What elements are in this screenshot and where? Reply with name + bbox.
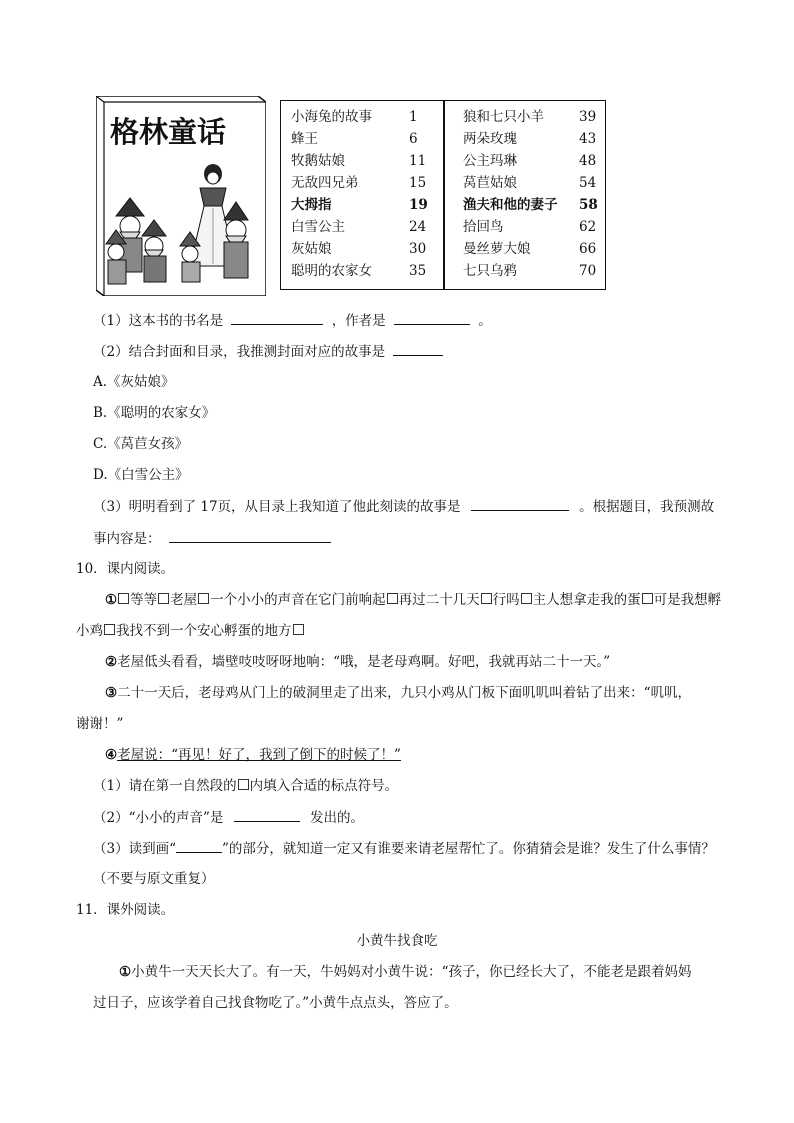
q10-text: 行吗 (492, 592, 520, 608)
toc-entry-page: 43 (579, 131, 597, 147)
q10-sub2-rest: 发出的。 (310, 810, 364, 826)
punct-box-icon (238, 779, 249, 790)
toc-entry-title: 无敌四兄弟 (291, 175, 359, 191)
toc-entry-page: 19 (409, 197, 428, 213)
q10-para1-number: ① (105, 592, 118, 608)
q10-para2 (105, 652, 610, 672)
q9-part3-cont (93, 528, 331, 549)
toc-entry-title: 小海兔的故事 (291, 109, 372, 125)
book-cover-illustration (96, 96, 266, 296)
q10-sub1 (93, 776, 398, 796)
toc-entry-title: 蜂王 (291, 131, 318, 147)
q11-para1-line2: 过日子，应该学着自己找食物吃了。”小黄牛点点头，答应了。 (93, 995, 458, 1011)
book-cover-title: 格林童话 (110, 115, 227, 149)
q9-content-blank[interactable] (169, 528, 331, 543)
punct-box[interactable] (481, 593, 492, 604)
q9-part3 (93, 496, 714, 517)
q9-story-blank[interactable] (393, 341, 443, 356)
toc-entry-title: 莴苣姑娘 (463, 175, 517, 191)
toc-entry-title: 聪明的农家女 (291, 263, 372, 279)
toc-entry-page: 39 (579, 109, 597, 125)
q10-text: 老屋 (170, 592, 198, 608)
punct-box[interactable] (158, 593, 169, 604)
toc-entry-page: 58 (579, 197, 598, 213)
toc-entry-page: 1 (409, 109, 418, 125)
toc-entry-page: 70 (579, 263, 597, 279)
q10-text: 可是我想孵 (653, 592, 722, 608)
toc-entry-page: 24 (409, 219, 427, 235)
q10-text: 等等 (130, 592, 158, 608)
q9-part1-label: （1）这本书的书名是 (93, 313, 224, 329)
q10-sub3-note: （不要与原文重复） (93, 871, 215, 887)
q10-para1-line2 (76, 621, 305, 641)
q10-sub3 (93, 838, 715, 859)
table-of-contents (280, 100, 606, 290)
q10-sub3-label: （3）读到画“ (93, 841, 176, 857)
punct-box[interactable] (387, 593, 398, 604)
q9-part1 (93, 310, 492, 331)
q10-voice-blank[interactable] (234, 807, 300, 822)
punct-box[interactable] (642, 593, 653, 604)
toc-entry-title: 公主玛琳 (463, 153, 517, 169)
q9-option-a[interactable]: A.《灰姑娘》 (93, 374, 175, 390)
toc-entry-title: 渔夫和他的妻子 (463, 197, 558, 213)
q10-para2-text: 老屋低头看看，墙壁吱吱呀呀地响：“哦，是老母鸡啊。好吧，我就再站二十一天。” (117, 654, 611, 670)
toc-entry-title: 拾回鸟 (463, 219, 504, 235)
q10-para4-underlined: 老屋说：“再见！好了，我到了倒下的时候了！” (117, 747, 401, 763)
q10-sub3-rest: ”的部分，就知道一定又有谁要来请老屋帮忙了。你猜猜会是谁？发生了什么事情？ (222, 841, 715, 857)
q11-para1-number: ① (119, 964, 132, 980)
q10-para3-line2: 谢谢！” (76, 716, 124, 732)
q10-text: 再过二十几天 (398, 592, 480, 608)
toc-entry-page: 66 (579, 241, 597, 257)
toc-entry-page: 35 (409, 263, 427, 279)
q9-author-blank[interactable] (394, 310, 470, 325)
toc-entry-title: 大拇指 (291, 197, 332, 213)
q9-part2-label: （2）结合封面和目录，我推测封面对应的故事是 (93, 344, 386, 360)
toc-entry-page: 54 (579, 175, 597, 191)
punct-box[interactable] (521, 593, 532, 604)
q10-para1-line1 (105, 590, 721, 610)
punct-box[interactable] (293, 624, 304, 635)
toc-entry-page: 62 (579, 219, 597, 235)
q10-heading: 10．课内阅读。 (76, 561, 175, 577)
q10-sub2 (93, 807, 364, 828)
toc-entry-page: 15 (409, 175, 427, 191)
q10-para4 (105, 745, 401, 765)
q10-para4-number: ④ (105, 747, 118, 763)
q11-heading: 11．课外阅读。 (76, 902, 175, 918)
q9-part3-content-label: 事内容是： (93, 531, 161, 547)
book-cover (96, 96, 266, 296)
q9-option-d[interactable]: D.《白雪公主》 (93, 467, 189, 483)
q10-text: 一个小小的声音在它门前响起 (210, 592, 386, 608)
q11-para1-line1 (119, 962, 692, 982)
q10-text: 小鸡 (76, 623, 103, 639)
toc-entry-page: 11 (409, 153, 427, 169)
toc-divider (443, 101, 445, 289)
q10-sub1-rest: 内填入合适的标点符号。 (249, 778, 399, 794)
q10-para3-number: ③ (105, 685, 118, 701)
q9-part1-author-label: ，作者是 (331, 313, 386, 329)
q11-title: 小黄牛找食吃 (356, 933, 438, 949)
toc-entry-title: 两朵玫瑰 (463, 131, 517, 147)
q11-para1-text: 小黄牛一天天长大了。有一天，牛妈妈对小黄牛说：“孩子，你已经长大了，不能老是跟着妈妈 (131, 964, 692, 980)
toc-entry-title: 牧鹅姑娘 (291, 153, 345, 169)
q9-option-c[interactable]: C.《莴苣女孩》 (93, 436, 189, 452)
q10-para3-text: 二十一天后，老母鸡从门上的破洞里走了出来，九只小鸡从门板下面叽叽叫着钻了出来：“叽叽， (117, 685, 692, 701)
punct-box[interactable] (118, 593, 129, 604)
q9-part1-end: 。 (478, 313, 492, 329)
q9-current-story-blank[interactable] (471, 496, 569, 511)
q10-underline-marker (176, 838, 222, 853)
q10-text: 我找不到一个安心孵蛋的地方 (116, 623, 292, 639)
toc-entry-title: 白雪公主 (291, 219, 345, 235)
q9-part2 (93, 341, 443, 362)
q10-para2-number: ② (105, 654, 118, 670)
q9-part3-predict: 。根据题目，我预测故 (579, 499, 715, 515)
q9-option-b[interactable]: B.《聪明的农家女》 (93, 405, 216, 421)
toc-entry-title: 七只乌鸦 (463, 263, 517, 279)
punct-box[interactable] (104, 624, 115, 635)
toc-entry-page: 30 (409, 241, 427, 257)
q10-para3-line1 (105, 683, 691, 703)
q10-sub1-label: （1）请在第一自然段的 (93, 778, 237, 794)
q10-text: 主人想拿走我的蛋 (532, 592, 641, 608)
toc-entry-title: 灰姑娘 (291, 241, 332, 257)
punct-box[interactable] (198, 593, 209, 604)
q10-sub2-label: （2）“小小的声音”是 (93, 810, 224, 826)
q9-part3-label: （3）明明看到了 17页，从目录上我知道了他此刻读的故事是 (93, 499, 461, 515)
toc-entry-title: 狼和七只小羊 (463, 109, 544, 125)
toc-entry-title: 曼丝萝大娘 (463, 241, 531, 257)
toc-entry-page: 6 (409, 131, 418, 147)
q9-book-title-blank[interactable] (231, 310, 323, 325)
toc-entry-page: 48 (579, 153, 597, 169)
